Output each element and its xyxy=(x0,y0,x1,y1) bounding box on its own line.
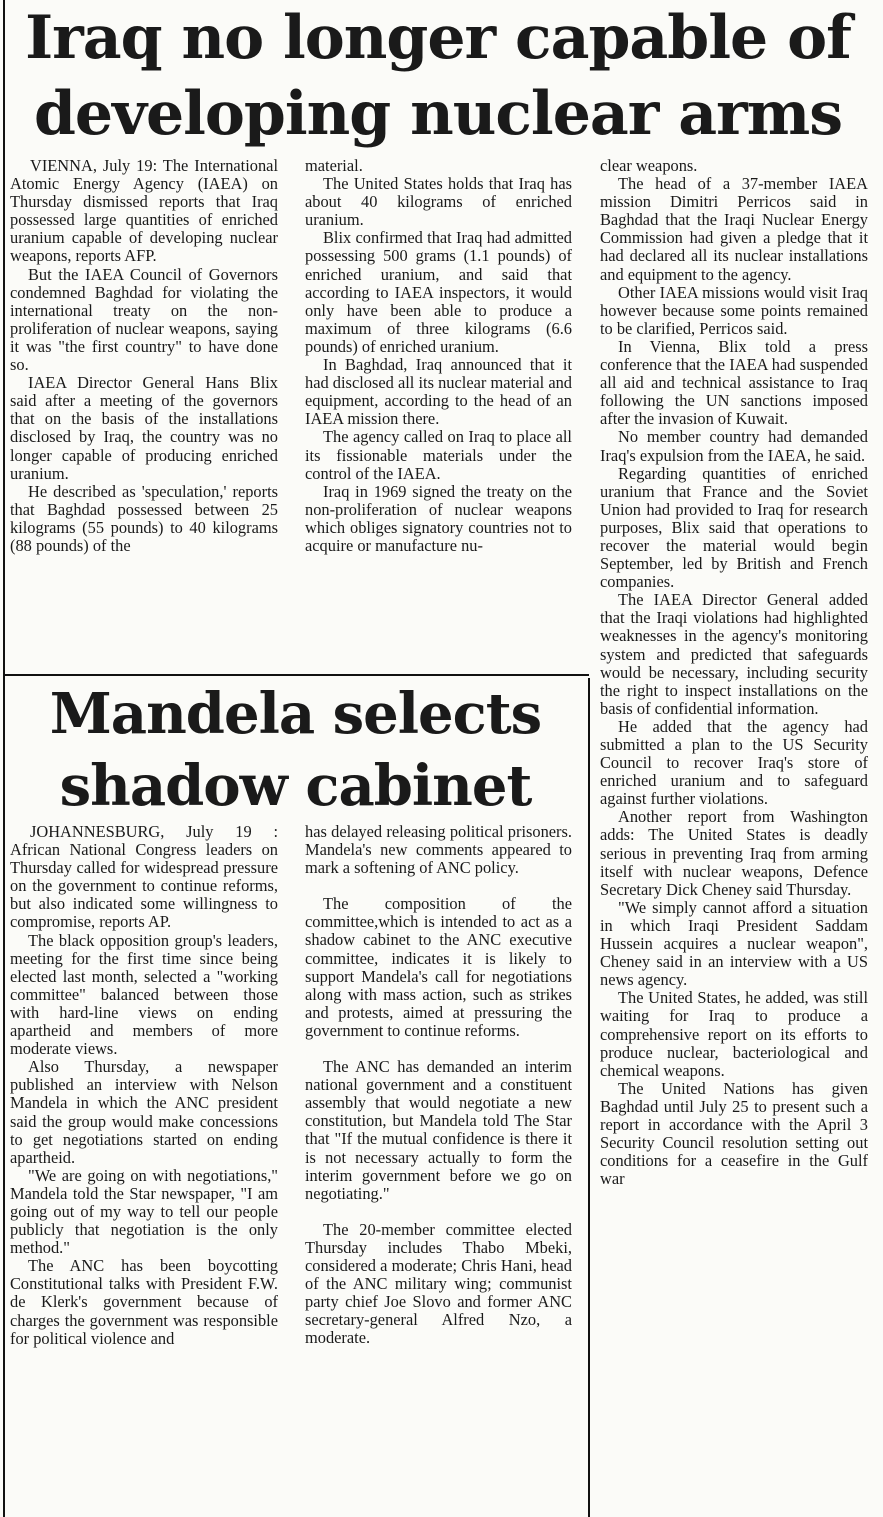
paragraph: The IAEA Director General added that the Iraqi violations had highlighted weaknesses in the agency's monitoring system and predicted that safeguards would be necessary, including security the right to inspect installations on the basis of confidential information. xyxy=(600,590,868,718)
paragraph: The head of a 37-member IAEA mission Dimitri Perricos said in Baghdad that the Iraqi Nuclear Energy Commission had given a pledge that it had declared all its nuclear installations and equipment to the agency. xyxy=(600,174,868,284)
mandela-column-1 xyxy=(10,823,278,1348)
paragraph: Other IAEA missions would visit Iraq however because some points remained to be clarified, Perricos said. xyxy=(600,282,868,338)
paragraph: The 20-member committee elected Thursday includes Thabo Mbeki, considered a moderate; Chris Hani, head of the ANC military wing; communist party chief Joe Slovo and former ANC secretary-general Alfred Nzo, a moderate. xyxy=(305,1219,572,1348)
paragraph: has delayed releasing political prisoners. Mandela's new comments appeared to mark a softening of ANC policy. xyxy=(305,822,572,878)
paragraph: IAEA Director General Hans Blix said after a meeting of the governors that on the basis of the installations disclosed by Iraq, the country was no longer capable of producing enriched uranium. xyxy=(10,373,278,483)
paragraph: Also Thursday, a newspaper published an interview with Nelson Mandela in which the ANC president said the group would make concessions to get negotiations started on ending apartheid. xyxy=(10,1057,278,1167)
mandela-column-2 xyxy=(305,823,572,1347)
paragraph: The composition of the committee,which is intended to act as a shadow cabinet to the ANC executive committee, indicates it is likely to support Mandela's call for negotiations along with mass action, such as strikes and protests, aimed at pressuring the government to continue reforms. xyxy=(305,894,572,1040)
paragraph: The ANC has demanded an interim national government and a constituent assembly that would negotiate a new constitution, but Mandela told The Star that "If the mutual confidence is there it is not necessary actually to form the interim government before we go on negotiating." xyxy=(305,1057,572,1203)
paragraph: The United States, he added, was still waiting for Iraq to produce a comprehensive report on its efforts to produce nuclear, bacteriological and chemical weapons. xyxy=(600,988,868,1080)
iraq-column-2 xyxy=(305,157,572,555)
paragraph: JOHANNESBURG, July 19 : African National Congress leaders on Thursday called for widespread pressure on the government to continue reforms, but also indicated some willingness to compromise, reports AP. xyxy=(10,822,278,932)
iraq-column-1 xyxy=(10,157,278,555)
paragraph: He added that the agency had submitted a plan to the US Security Council to recover Iraq's store of enriched uranium and to safeguard against further violations. xyxy=(600,716,868,809)
article-divider-rule xyxy=(5,674,589,676)
paragraph: The United States holds that Iraq has about 40 kilograms of enriched uranium. xyxy=(305,174,572,230)
paragraph: Another report from Washington adds: The United States is deadly serious in preventing Iraq from arming itself with nuclear weapons, Defence Secretary Dick Cheney said Thursday. xyxy=(600,807,868,899)
paragraph: He described as 'speculation,' reports that Baghdad possessed between 25 kilograms (55 pounds) to 40 kilograms (88 pounds) of the xyxy=(10,481,278,555)
right-column-divider xyxy=(588,678,590,1517)
paragraph: In Baghdad, Iraq announced that it had disclosed all its nuclear material and equipment, according to the head of an IAEA mission there. xyxy=(305,355,572,429)
paragraph: The ANC has been boycotting Constitutional talks with President F.W. de Klerk's government because of charges the government was responsible for political violence and xyxy=(10,1256,278,1348)
paragraph: material. xyxy=(305,156,363,175)
paragraph: No member country had demanded Iraq's expulsion from the IAEA, he said. xyxy=(600,427,868,465)
paragraph: Blix confirmed that Iraq had admitted possessing 500 grams (1.1 pounds) of enriched uranium, and said that according to IAEA inspectors, it would only have been able to produce a maximum of three kilograms (6.6 pounds) of enriched uranium. xyxy=(305,228,572,356)
paragraph: The United Nations has given Baghdad until July 25 to present such a report in accordance with the April 3 Security Council resolution setting out conditions for a ceasefire in the Gulf war xyxy=(600,1078,868,1189)
headline-mandela: Mandela selects shadow cabinet xyxy=(49,681,542,819)
paragraph: "We are going on with negotiations," Mandela told the Star newspaper, "I am going out of my way to tell our people publicly that negotiation is the only method." xyxy=(10,1165,278,1258)
paragraph: Regarding quantities of enriched uranium that France and the Soviet Union had provided to Iraq for research purposes, Blix said that operations to recover the material would begin September, led by British and French companies. xyxy=(600,463,868,592)
paragraph: The agency called on Iraq to place all its fissionable materials under the control of the IAEA. xyxy=(305,427,572,483)
paragraph: Iraq in 1969 signed the treaty on the non-proliferation of nuclear weapons which obliges signatory countries not to acquire or manufacture nu- xyxy=(305,481,572,555)
paragraph: The black opposition group's leaders, meeting for the first time since being elected last month, selected a "working committee" balanced between those with hard-line views on ending apartheid and members of more moderate views. xyxy=(10,930,278,1059)
paragraph: VIENNA, July 19: The International Atomic Energy Agency (IAEA) on Thursday dismissed reports that Iraq possessed large quantities of enriched uranium capable of developing nuclear weapons, reports AFP. xyxy=(10,156,278,266)
iraq-column-3 xyxy=(600,157,868,1517)
paragraph: In Vienna, Blix told a press conference that the IAEA had suspended all aid and technical assistance to Iraq following the UN sanctions imposed after the invasion of Kuwait. xyxy=(600,336,868,429)
left-border-rule xyxy=(3,0,5,1517)
paragraph: "We simply cannot afford a situation in which Iraqi President Saddam Hussein acquires a nuclear weapon", Cheney said in an interview with a US news agency. xyxy=(600,897,868,990)
paragraph: clear weapons. xyxy=(600,157,698,175)
paragraph: But the IAEA Council of Governors condemned Baghdad for violating the international treaty on the non-proliferation of nuclear weapons, saying it was "the first country" to have done so. xyxy=(10,264,278,375)
headline-iraq: Iraq no longer capable of developing nuclear arms xyxy=(25,3,851,149)
